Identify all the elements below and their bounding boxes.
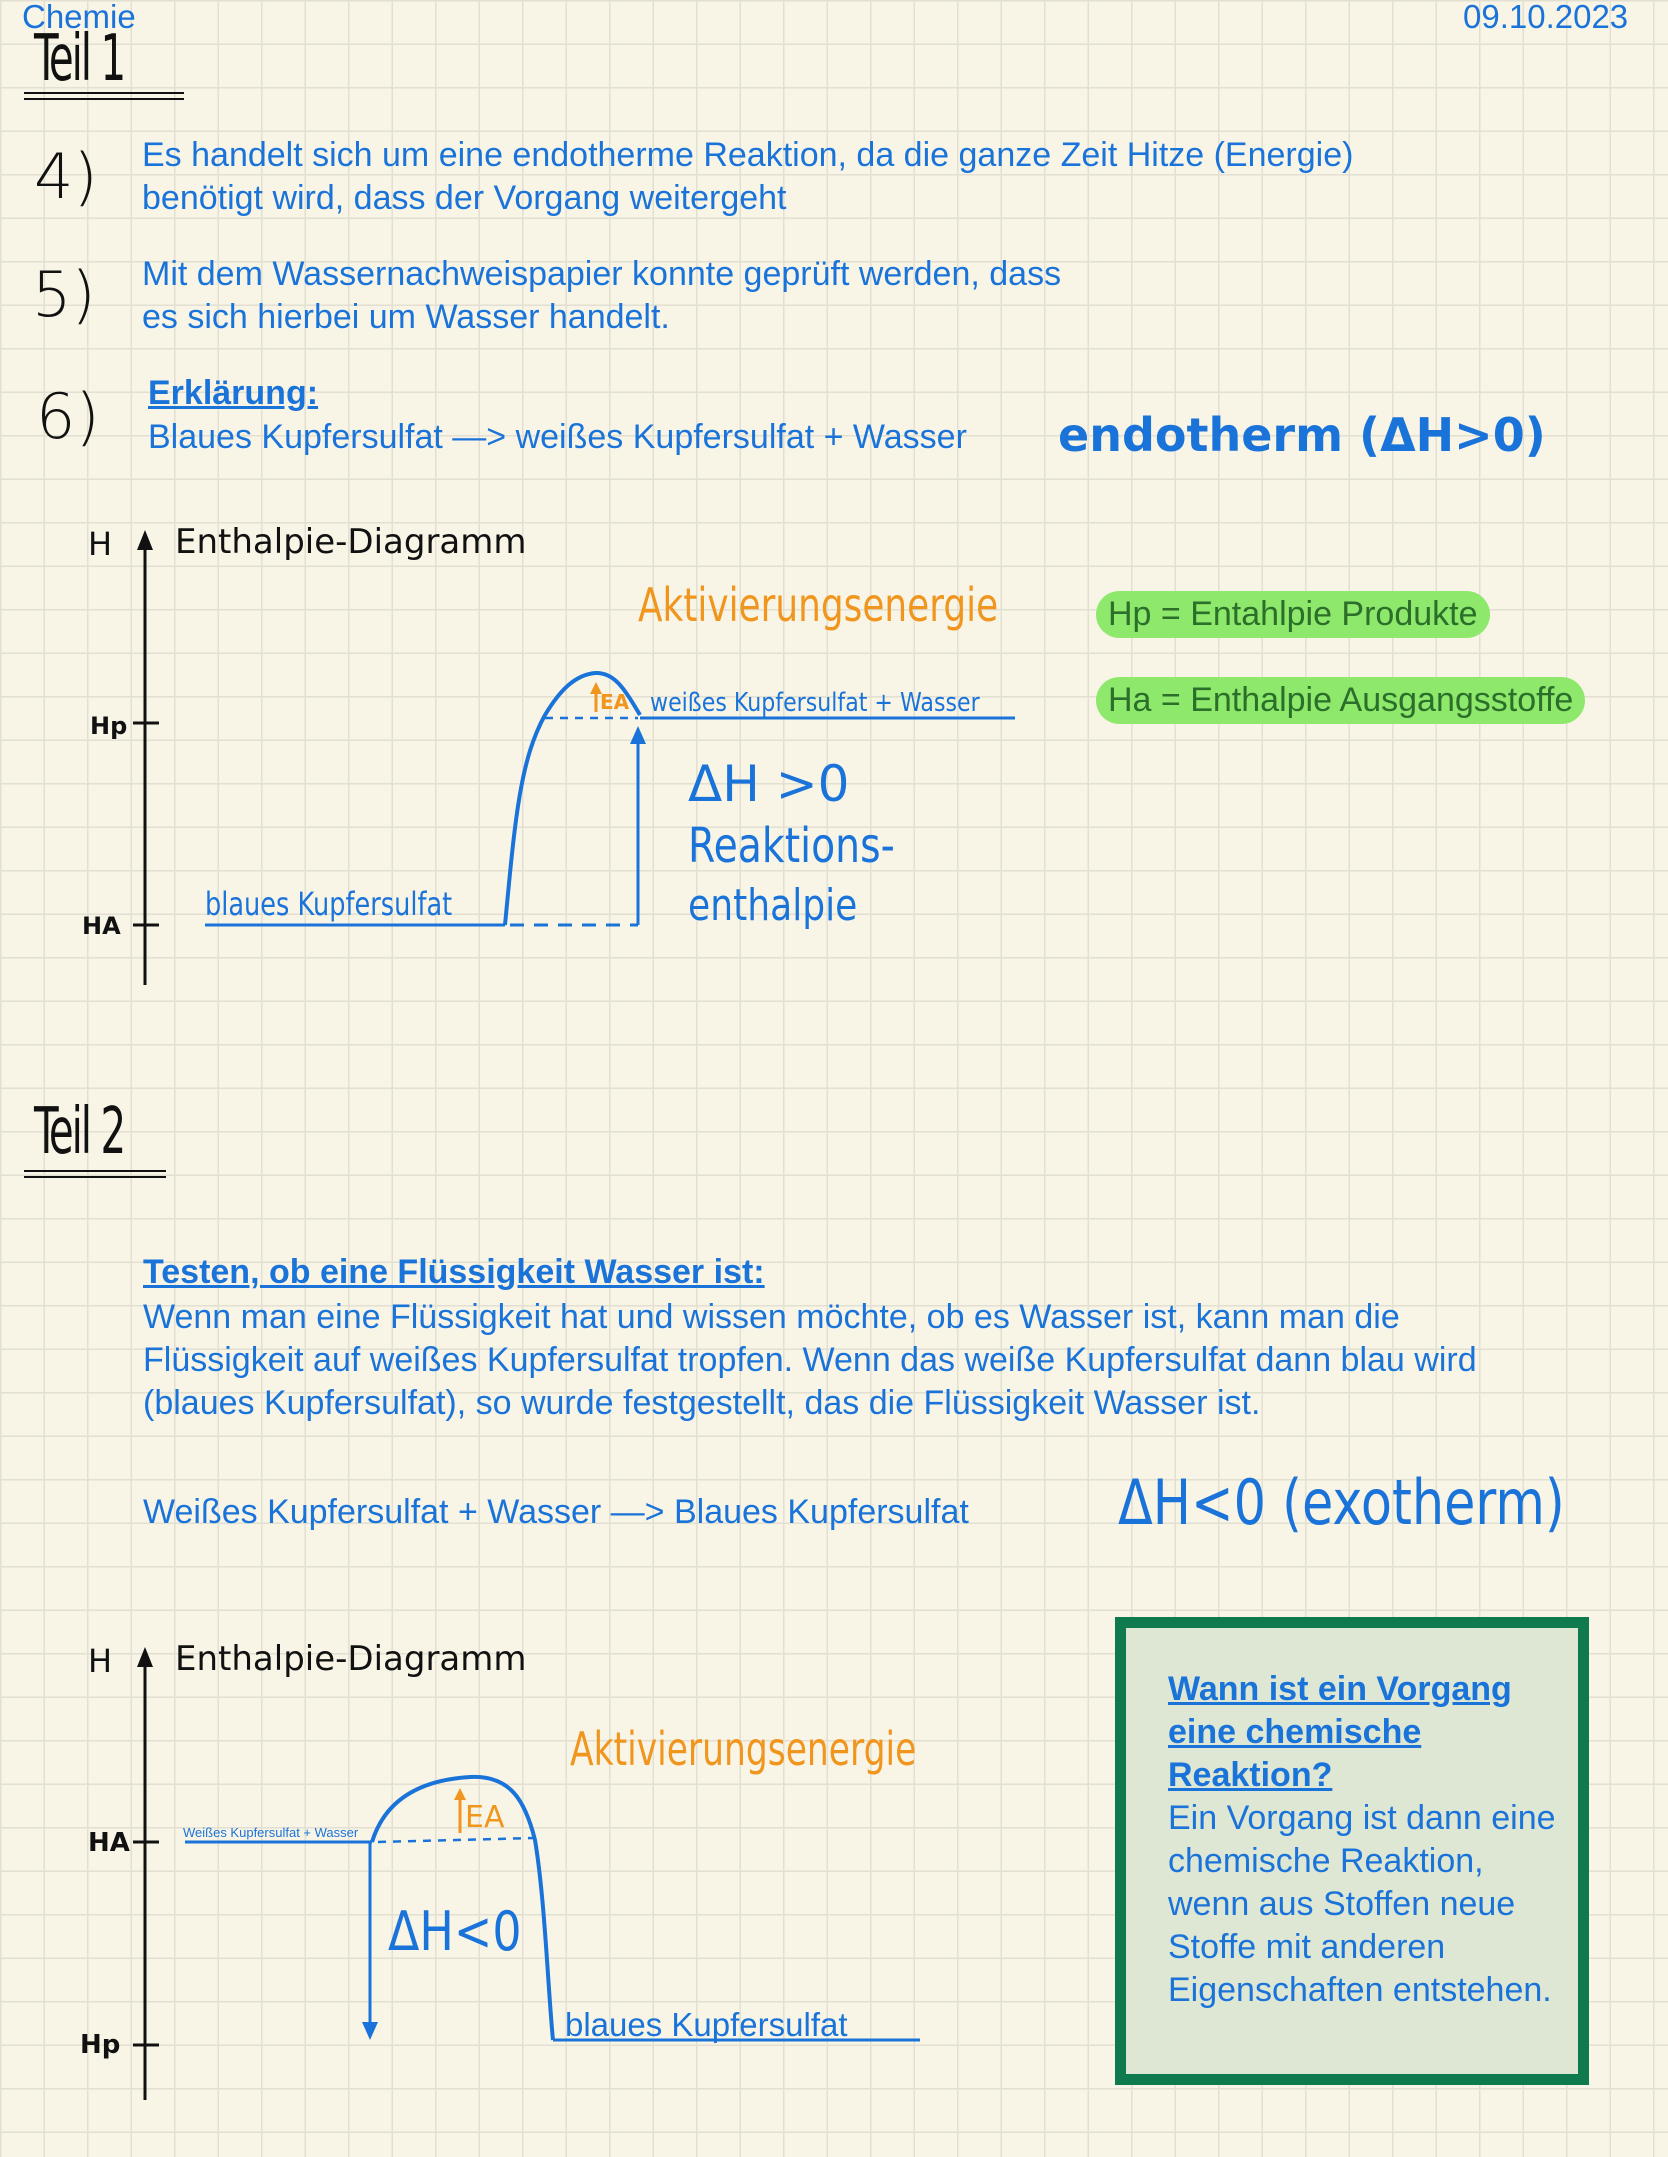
info-box-text: Ein Vorgang ist dann eine chemische Reaktion, wenn aus Stoffen neue Stoffe mit anderen Eigenschaften entstehen. bbox=[1168, 1799, 1556, 2009]
q4-answer: Es handelt sich um eine endotherme Reaktion, da die ganze Zeit Hitze (Energie) benötigt wird, dass der Vorgang weitergeht bbox=[142, 136, 1354, 217]
q6-number: 6) bbox=[36, 380, 100, 453]
date-label: 09.10.2023 bbox=[1463, 0, 1629, 35]
info-box bbox=[1115, 1617, 1589, 2085]
q6-equation: Blaues Kupfersulfat —> weißes Kupfersulfat + Wasser bbox=[148, 418, 967, 456]
diagram2-ha-tick: HA bbox=[88, 1828, 130, 1858]
diagram2-ea-label: EA bbox=[465, 1800, 505, 1835]
diagram1-hp-tick: Hp bbox=[90, 712, 128, 740]
diagram1-delta-label: ΔH >0 bbox=[688, 755, 850, 813]
diagram2-hp-tick: Hp bbox=[80, 2030, 121, 2060]
q4-number: 4) bbox=[34, 140, 98, 213]
info-box-content bbox=[1168, 1668, 1568, 2012]
teil2-heading-underline bbox=[24, 1170, 166, 1172]
diagram2-start-label: Weißes Kupfersulfat + Wasser bbox=[183, 1825, 359, 1840]
teil2-test-text: Wenn man eine Flüssigkeit hat und wissen möchte, ob es Wasser ist, kann man die Flüssigkeit auf weißes Kupfersulfat tropfen. Wenn das weiße Kupfersulfat dann blau wird (blaues Kupfersulfat), so wurde festgestellt, das die Flüssigkeit Wasser ist. bbox=[143, 1298, 1477, 1422]
diagram1-axis-label: H bbox=[88, 525, 113, 563]
info-box-heading: Wann ist ein Vorgang eine chemische Reaktion? bbox=[1168, 1670, 1512, 1794]
q5-number: 5) bbox=[32, 258, 96, 331]
diagram1-reaction-label-1: Reaktions- bbox=[688, 818, 895, 874]
diagram1-delta-arrowhead bbox=[630, 726, 646, 744]
diagram2-delta-arrowhead bbox=[362, 2022, 378, 2040]
diagram2-ea-arrowhead bbox=[454, 1788, 466, 1800]
diagram1-reaction-label-2: enthalpie bbox=[688, 880, 858, 931]
diagram2-title: Enthalpie-Diagramm bbox=[175, 1639, 527, 1679]
q6-heading: Erklärung: bbox=[148, 374, 319, 412]
diagram1-end-label: weißes Kupfersulfat + Wasser bbox=[650, 688, 980, 718]
legend-hp: Hp = Entahlpie Produkte bbox=[1096, 591, 1490, 638]
teil2-test-heading: Testen, ob eine Flüssigkeit Wasser ist: bbox=[143, 1253, 765, 1291]
diagram1-ea-label: EA bbox=[600, 690, 630, 714]
subject-label: Chemie bbox=[22, 0, 136, 35]
legend-ha: Ha = Enthalpie Ausgangsstoffe bbox=[1096, 677, 1585, 724]
diagram1-axis-arrow bbox=[137, 530, 153, 550]
teil2-equation: Weißes Kupfersulfat + Wasser —> Blaues Kupfersulfat bbox=[143, 1493, 969, 1531]
teil2-heading-underline-2 bbox=[24, 1176, 166, 1178]
teil2-note: ΔH<0 (exotherm) bbox=[1118, 1466, 1565, 1539]
diagram1-ha-tick: HA bbox=[82, 912, 121, 940]
q5-answer: Mit dem Wassernachweispapier konnte geprüft werden, dass es sich hierbei um Wasser handelt. bbox=[142, 255, 1062, 336]
diagram2-axis-arrow bbox=[137, 1647, 153, 1667]
diagram1-start-label: blaues Kupfersulfat bbox=[205, 885, 453, 923]
diagram2-axis-label: H bbox=[88, 1642, 113, 1680]
teil1-heading: Teil 1 bbox=[34, 22, 125, 96]
diagram2-activation-label: Aktivierungsenergie bbox=[570, 1722, 917, 1776]
diagram2-end-label: blaues Kupfersulfat bbox=[565, 2006, 848, 2043]
diagram2-delta-label: ΔH<0 bbox=[388, 1900, 522, 1963]
diagram2-dashed-top bbox=[378, 1838, 535, 1842]
q6-note: endotherm (ΔH>0) bbox=[1058, 408, 1546, 462]
diagram1-activation-label: Aktivierungsenergie bbox=[638, 578, 999, 632]
teil2-heading: Teil 2 bbox=[34, 1095, 125, 1169]
diagram1-title: Enthalpie-Diagramm bbox=[175, 522, 527, 562]
